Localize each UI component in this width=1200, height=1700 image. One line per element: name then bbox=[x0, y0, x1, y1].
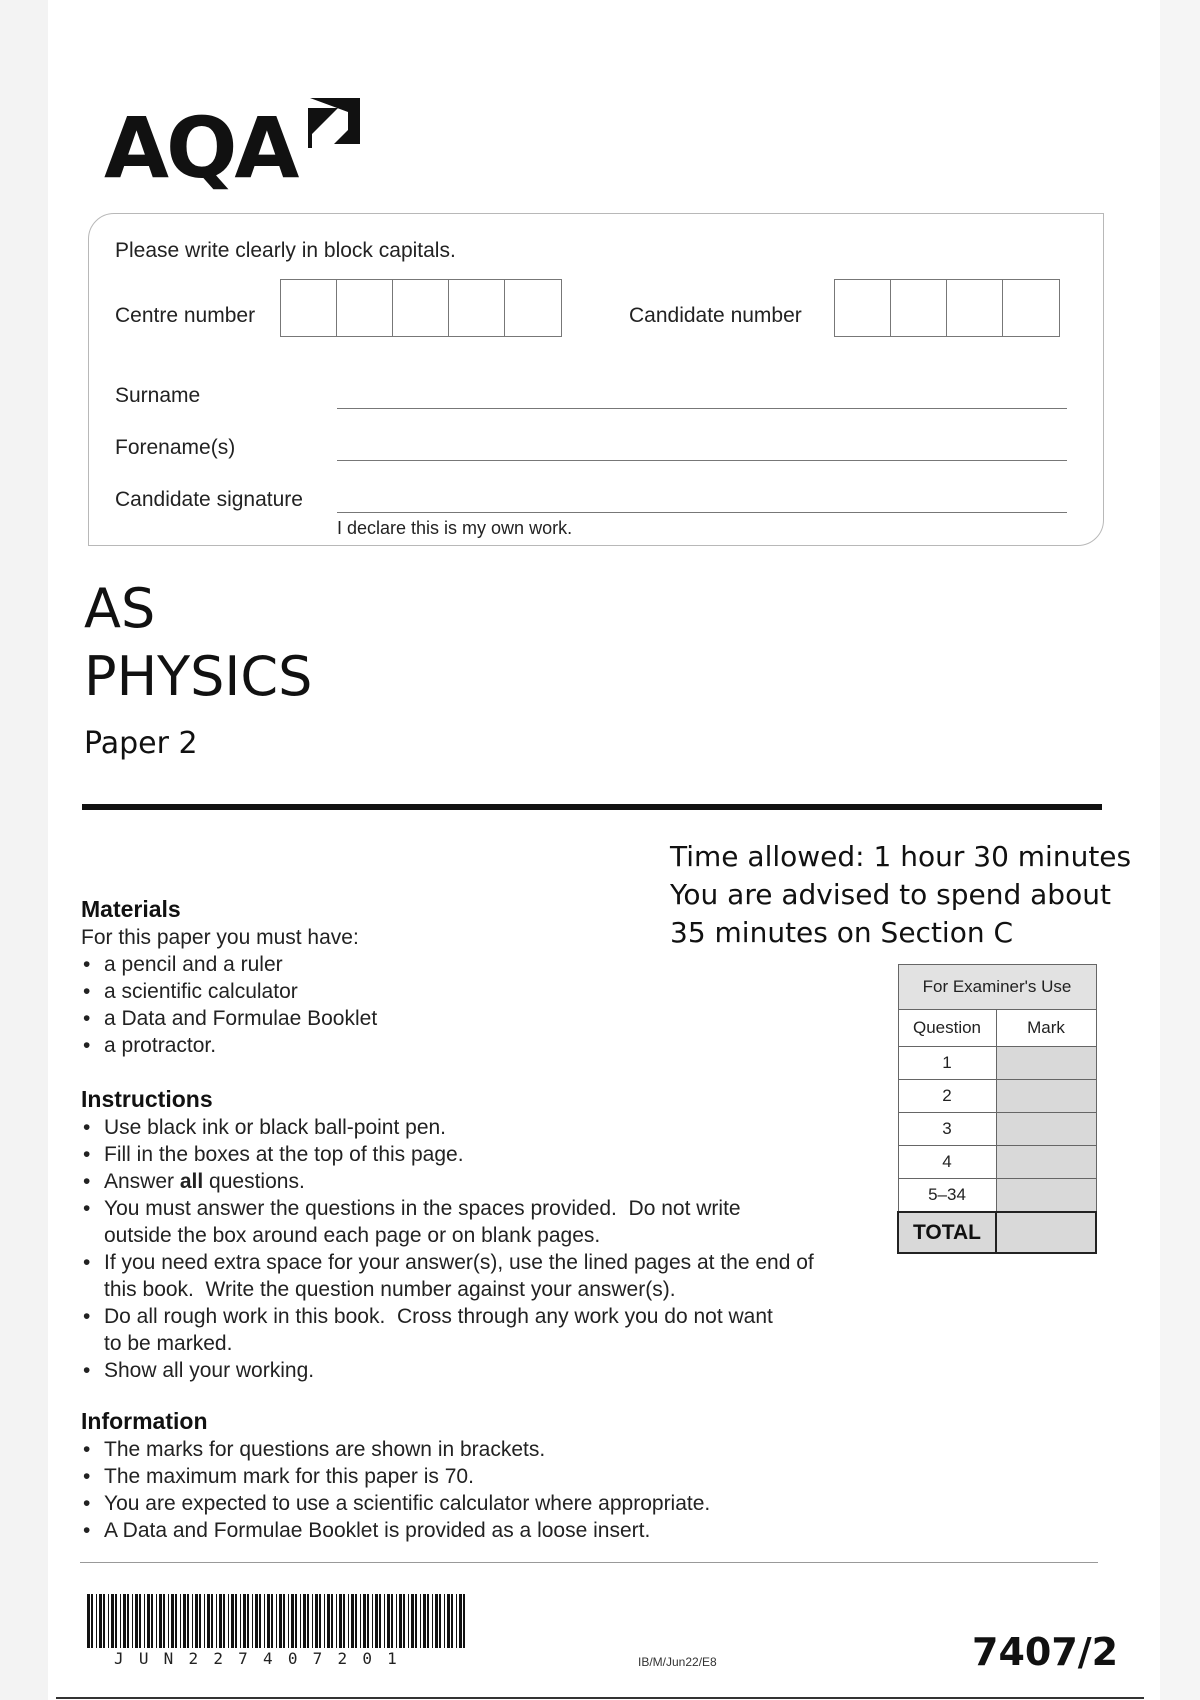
block-capitals-instruction: Please write clearly in block capitals. bbox=[115, 239, 456, 262]
mark-cell bbox=[996, 1080, 1096, 1113]
surname-field[interactable] bbox=[337, 408, 1067, 409]
subject-title: PHYSICS bbox=[84, 645, 313, 708]
list-item: • The maximum mark for this paper is 70. bbox=[81, 1463, 710, 1490]
list-item: • Show all your working. bbox=[81, 1357, 814, 1384]
qualification-level: AS bbox=[84, 577, 156, 640]
list-item: • You must answer the questions in the spaces provided. Do not write outside the box around each page or on blank pages. bbox=[81, 1195, 814, 1249]
candidate-digit-box[interactable] bbox=[835, 280, 891, 336]
instructions-heading: Instructions bbox=[81, 1086, 213, 1112]
time-advice-line-1: You are advised to spend about bbox=[670, 878, 1111, 911]
list-item: • Answer all questions. bbox=[81, 1168, 814, 1195]
list-item: • a protractor. bbox=[81, 1032, 377, 1059]
mark-column-header: Mark bbox=[996, 1010, 1096, 1047]
question-number: 5–34 bbox=[898, 1179, 996, 1213]
total-mark-cell bbox=[996, 1212, 1096, 1253]
forenames-label: Forename(s) bbox=[115, 436, 236, 459]
centre-digit-box[interactable] bbox=[281, 280, 337, 336]
mark-cell bbox=[996, 1047, 1096, 1080]
barcode bbox=[87, 1594, 469, 1648]
mark-cell bbox=[996, 1179, 1096, 1213]
centre-number-label: Centre number bbox=[115, 304, 256, 327]
list-item: • a scientific calculator bbox=[81, 978, 377, 1005]
paper-number: Paper 2 bbox=[84, 726, 198, 761]
materials-list bbox=[81, 951, 377, 1059]
paper-code: 7407/2 bbox=[972, 1630, 1119, 1674]
logo-text: AQA bbox=[104, 99, 297, 197]
candidate-digit-box[interactable] bbox=[891, 280, 947, 336]
total-label: TOTAL bbox=[898, 1212, 996, 1253]
list-item: • You are expected to use a scientific calculator where appropriate. bbox=[81, 1490, 710, 1517]
examiner-use-table bbox=[897, 964, 1097, 1254]
centre-digit-box[interactable] bbox=[449, 280, 505, 336]
signature-label: Candidate signature bbox=[115, 488, 303, 511]
examiner-table-title: For Examiner's Use bbox=[898, 965, 1096, 1010]
declaration-text: I declare this is my own work. bbox=[337, 518, 573, 538]
logo-mark-icon bbox=[304, 96, 364, 154]
page-margin-right bbox=[1160, 0, 1200, 1700]
centre-digit-box[interactable] bbox=[337, 280, 393, 336]
list-item: • a pencil and a ruler bbox=[81, 951, 377, 978]
centre-number-field[interactable] bbox=[280, 279, 562, 337]
list-item: • A Data and Formulae Booklet is provided as a loose insert. bbox=[81, 1517, 710, 1544]
footer-divider bbox=[80, 1562, 1098, 1563]
mark-cell bbox=[996, 1146, 1096, 1179]
list-item: • If you need extra space for your answer(s), use the lined pages at the end of this book. Write the question number against your answer(s). bbox=[81, 1249, 814, 1303]
materials-heading: Materials bbox=[81, 896, 181, 922]
candidate-number-field[interactable] bbox=[834, 279, 1060, 337]
forenames-field[interactable] bbox=[337, 460, 1067, 461]
time-allowed: Time allowed: 1 hour 30 minutes bbox=[670, 840, 1132, 873]
list-item: • a Data and Formulae Booklet bbox=[81, 1005, 377, 1032]
information-list bbox=[81, 1436, 710, 1544]
materials-intro: For this paper you must have: bbox=[81, 926, 359, 949]
question-column-header: Question bbox=[898, 1010, 996, 1047]
time-advice-line-2: 35 minutes on Section C bbox=[670, 916, 1014, 949]
candidate-digit-box[interactable] bbox=[947, 280, 1003, 336]
question-number: 3 bbox=[898, 1113, 996, 1146]
title-divider bbox=[82, 804, 1102, 810]
list-item: • Fill in the boxes at the top of this page. bbox=[81, 1141, 814, 1168]
barcode-text: JUN227407201 bbox=[114, 1649, 412, 1668]
candidate-digit-box[interactable] bbox=[1003, 280, 1059, 336]
information-heading: Information bbox=[81, 1408, 208, 1434]
candidate-number-label: Candidate number bbox=[629, 304, 802, 327]
question-number: 4 bbox=[898, 1146, 996, 1179]
page-margin-left bbox=[0, 0, 48, 1700]
list-item: • Use black ink or black ball-point pen. bbox=[81, 1114, 814, 1141]
question-number: 1 bbox=[898, 1047, 996, 1080]
time-allowed-block bbox=[670, 838, 1131, 952]
instructions-list bbox=[81, 1114, 814, 1384]
surname-label: Surname bbox=[115, 384, 201, 407]
list-item: • Do all rough work in this book. Cross through any work you do not want to be marked. bbox=[81, 1303, 814, 1357]
signature-field[interactable] bbox=[337, 512, 1067, 513]
page-bottom-edge bbox=[56, 1697, 1144, 1699]
centre-digit-box[interactable] bbox=[393, 280, 449, 336]
centre-digit-box[interactable] bbox=[505, 280, 561, 336]
mark-cell bbox=[996, 1113, 1096, 1146]
list-item: • The marks for questions are shown in brackets. bbox=[81, 1436, 710, 1463]
document-reference: IB/M/Jun22/E8 bbox=[638, 1655, 717, 1669]
question-number: 2 bbox=[898, 1080, 996, 1113]
